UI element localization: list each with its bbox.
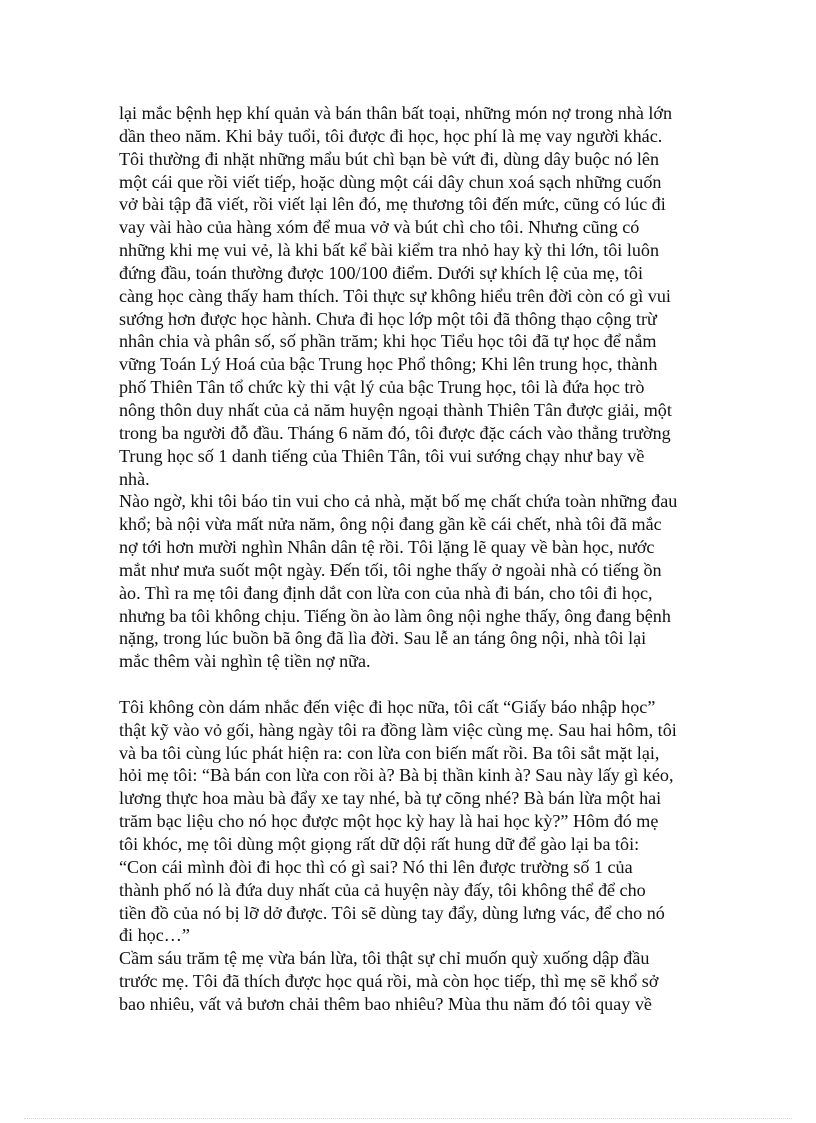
text-line: sướng hơn được học hành. Chưa đi học lớp một tôi đã thông thạo cộng trừ: [119, 308, 657, 329]
paragraph: [119, 102, 701, 490]
text-line: nặng, trong lúc buồn bã ông đã lìa đời. Sau lễ an táng ông nội, nhà tôi lại: [119, 628, 647, 649]
text-line: đi học…”: [119, 925, 190, 946]
text-line: lại mắc bệnh hẹp khí quản và bán thân bất toại, những món nợ trong nhà lớn: [119, 103, 673, 123]
text-line: hỏi mẹ tôi: “Bà bán con lừa con rồi à? Bà bị thần kinh à? Sau này lấy gì kéo,: [119, 765, 674, 786]
text-line: nhân chia và phân số, số phần trăm; khi học Tiểu học tôi đã tự học để nắm: [119, 331, 657, 352]
paragraph: [119, 696, 701, 947]
text-line: vay vài hào của hàng xóm để mua vở và bút chì cho tôi. Nhưng cũng có: [119, 217, 640, 238]
text-line: nợ tới hơn mười nghìn Nhân dân tệ rồi. Tôi lặng lẽ quay về bàn học, nước: [119, 537, 655, 558]
text-line: dần theo năm. Khi bảy tuổi, tôi được đi học, học phí là mẹ vay người khác.: [119, 125, 663, 146]
text-line: một cái que rồi viết tiếp, hoặc dùng một cái dây chun xoá sạch những cuốn: [119, 171, 662, 192]
text-line: lương thực hoa màu bà đẩy xe tay nhé, bà tự cõng nhé? Bà bán lừa một hai: [119, 788, 662, 809]
text-line: càng học càng thấy ham thích. Tôi thực sự không hiểu trên đời còn có gì vui: [119, 285, 671, 306]
text-line: mắc thêm vài nghìn tệ tiền nợ nữa.: [119, 651, 371, 672]
text-line: phố Thiên Tân tổ chức kỳ thi vật lý của bậc Trung học, tôi là đứa học trò: [119, 377, 645, 398]
page-bottom-divider: [24, 1118, 792, 1119]
text-line: ào. Thì ra mẹ tôi đang định dắt con lừa con của nhà đi bán, cho tôi đi học,: [119, 582, 653, 603]
text-line: Trung học số 1 danh tiếng của Thiên Tân, tôi vui sướng chạy như bay về: [119, 445, 645, 466]
text-line: nông thôn duy nhất của cả năm huyện ngoại thành Thiên Tân được giải, một: [119, 399, 672, 420]
text-line: bao nhiêu, vất vả bươn chải thêm bao nhiêu? Mùa thu năm đó tôi quay về: [119, 993, 652, 1014]
text-line: và ba tôi cùng lúc phát hiện ra: con lừa con biến mất rồi. Ba tôi sắt mặt lại,: [119, 742, 660, 763]
text-line: những khi mẹ vui vẻ, là khi bất kể bài kiểm tra nhỏ hay kỳ thi lớn, tôi luôn: [119, 240, 659, 261]
text-line: thành phố nó là đứa duy nhất của cả huyện này đấy, tôi không thể để cho: [119, 879, 646, 900]
text-line: đứng đầu, toán thường được 100/100 điểm. Dưới sự khích lệ của mẹ, tôi: [119, 262, 643, 283]
text-line: nhà.: [119, 468, 150, 489]
text-line: Nào ngờ, khi tôi báo tin vui cho cả nhà, mặt bố mẹ chất chứa toàn những đau: [119, 491, 678, 512]
text-line: vở bài tập đã viết, rồi viết lại lên đó, mẹ thương tôi đến mức, cũng có lúc đi: [119, 194, 666, 215]
paragraph: [119, 490, 701, 673]
text-line: mắt như mưa suốt một ngày. Đến tối, tôi nghe thấy ở ngoài nhà có tiếng ồn: [119, 559, 662, 580]
text-line: Tôi thường đi nhặt những mẩu bút chì bạn bè vứt đi, dùng dây buộc nó lên: [119, 148, 660, 169]
text-line: trước mẹ. Tôi đã thích được học quá rồi, mà còn học tiếp, thì mẹ sẽ khổ sở: [119, 971, 659, 992]
paragraph-spacer: [119, 673, 701, 696]
text-line: vững Toán Lý Hoá của bậc Trung học Phổ thông; Khi lên trung học, thành: [119, 354, 658, 375]
text-line: Tôi không còn dám nhắc đến việc đi học nữa, tôi cất “Giấy báo nhập học”: [119, 696, 656, 717]
text-line: trăm bạc liệu cho nó học được một học kỳ hay là hai học kỳ?” Hôm đó mẹ: [119, 811, 659, 832]
text-line: thật kỹ vào vỏ gối, hàng ngày tôi ra đồng làm việc cùng mẹ. Sau hai hôm, tôi: [119, 719, 677, 740]
text-line: khổ; bà nội vừa mất nửa năm, ông nội đang gần kề cái chết, nhà tôi đã mắc: [119, 514, 662, 535]
text-line: tôi khóc, mẹ tôi dùng một giọng rất dữ dội rất hung dữ để gào lại ba tôi:: [119, 834, 640, 854]
paragraph: [119, 947, 701, 1016]
text-line: Cầm sáu trăm tệ mẹ vừa bán lừa, tôi thật sự chỉ muốn quỳ xuống dập đầu: [119, 948, 650, 969]
text-line: “Con cái mình đòi đi học thì có gì sai? Nó thi lên được trường số 1 của: [119, 856, 633, 877]
text-line: tiền đồ của nó bị lỡ dở được. Tôi sẽ dùng tay đẩy, dùng lưng vác, để cho nó: [119, 902, 665, 923]
document-body: [119, 102, 701, 1016]
text-line: trong ba người đỗ đầu. Tháng 6 năm đó, tôi được đặc cách vào thẳng trường: [119, 422, 671, 443]
text-line: nhưng ba tôi không chịu. Tiếng ồn ào làm ông nội nghe thấy, ông đang bệnh: [119, 605, 671, 626]
